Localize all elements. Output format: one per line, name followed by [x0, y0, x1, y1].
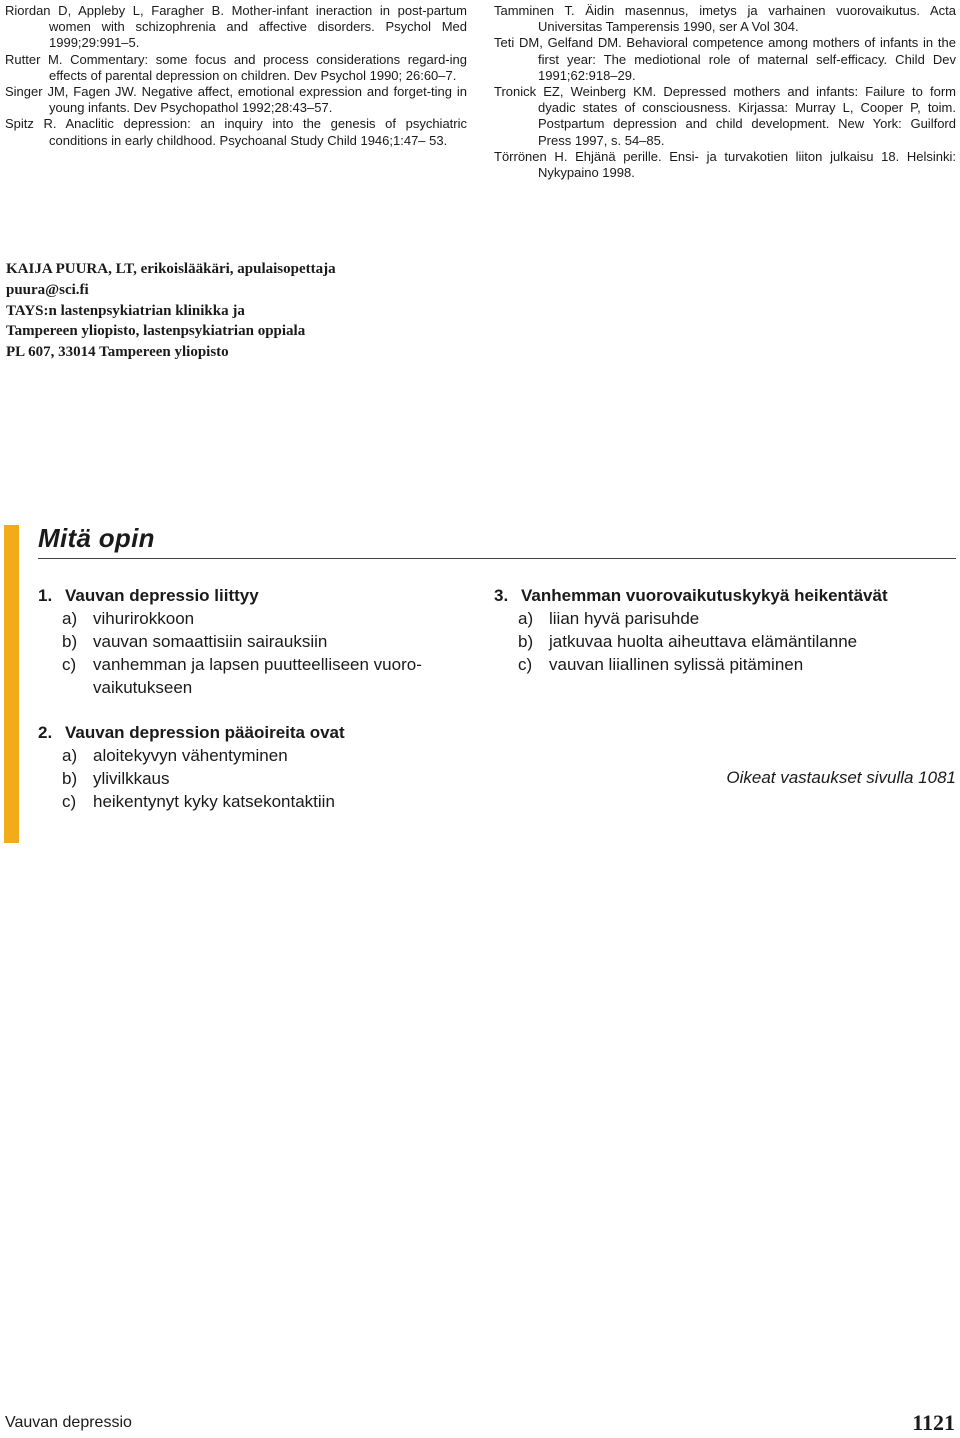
- option-letter: a): [62, 746, 78, 765]
- option-text: vihurirokkoon: [93, 609, 195, 628]
- option-letter: c): [62, 655, 77, 674]
- footer-section-title: Vauvan depressio: [5, 1414, 132, 1431]
- reference-item: Törrönen H. Ehjänä perille. Ensi- ja turvakotien liiton julkaisu 18. Helsinki: Nykypaino 1998.: [494, 148, 956, 181]
- option-text: vauvan liiallinen sylissä pitäminen: [549, 655, 804, 674]
- author-name: KAIJA PUURA, LT, erikoislääkäri, apulaisopettaja: [6, 261, 336, 277]
- question-number: 3.: [494, 586, 509, 605]
- answers-page-note: Oikeat vastaukset sivulla 1081: [726, 768, 956, 787]
- question-number: 1.: [38, 586, 53, 605]
- question-title: [38, 721, 458, 744]
- quiz-question-2: [38, 721, 458, 813]
- quiz-question-1: [38, 584, 458, 699]
- author-info: [6, 259, 606, 363]
- quiz-accent-bar: [4, 525, 19, 843]
- option-text: aloitekyvyn vähentyminen: [93, 746, 288, 765]
- quiz-question-3: [494, 584, 956, 676]
- option-text: liian hyvä parisuhde: [549, 609, 700, 628]
- answer-option: [38, 790, 458, 813]
- reference-item: Tamminen T. Äidin masennus, imetys ja varhainen vuorovaikutus. Acta Universitas Tamperensis 1990, ser A Vol 304.: [494, 3, 956, 35]
- author-affiliation: Tampereen yliopisto, lastenpsykiatrian oppiala: [6, 323, 306, 340]
- references-right-column: [494, 0, 956, 181]
- reference-item: Teti DM, Gelfand DM. Behavioral competence among mothers of infants in the first year: The mediotional role of maternal self-efficacy. Child Dev 1991;62:918–29.: [494, 35, 956, 83]
- option-letter: c): [62, 792, 77, 811]
- option-letter: b): [62, 769, 78, 788]
- reference-item: Rutter M. Commentary: some focus and process considerations regard-ing effects of parental depression on children. Dev Psychol 1990; 26:60–7.: [5, 51, 467, 83]
- answer-option: [38, 630, 458, 653]
- option-text: heikentynyt kyky katsekontaktiin: [93, 792, 335, 811]
- quiz-divider: [38, 558, 956, 559]
- reference-item: Singer JM, Fagen JW. Negative affect, emotional expression and forget-ting in young infants. Dev Psychopathol 1992;28:43–57.: [5, 84, 467, 116]
- answer-option: [38, 744, 458, 767]
- option-text: jatkuvaa huolta aiheuttava elämäntilanne: [549, 632, 858, 651]
- option-text: vauvan somaattisiin sairauksiin: [93, 632, 328, 651]
- question-text: Vanhemman vuorovaikutuskykyä heikentävät: [521, 586, 888, 605]
- option-letter: c): [518, 655, 533, 674]
- author-email: puura@sci.fi: [6, 281, 89, 298]
- author-affiliation: TAYS:n lastenpsykiatrian klinikka ja: [6, 302, 245, 319]
- question-text: Vauvan depression pääoireita ovat: [65, 723, 345, 742]
- references-left-column: [5, 0, 467, 149]
- answer-option: [494, 607, 956, 630]
- answer-option: [38, 767, 458, 790]
- author-address: PL 607, 33014 Tampereen yliopisto: [6, 344, 229, 361]
- option-text: ylivilkkaus: [93, 769, 170, 788]
- answer-option: [494, 630, 956, 653]
- option-letter: a): [62, 609, 78, 628]
- option-text: vanhemman ja lapsen puutteelliseen vuoro-vaikutukseen: [93, 655, 422, 697]
- question-title: [494, 584, 956, 607]
- question-number: 2.: [38, 723, 53, 742]
- answer-option: [38, 653, 458, 699]
- question-text: Vauvan depressio liittyy: [65, 586, 259, 605]
- reference-item: Spitz R. Anaclitic depression: an inquiry into the genesis of psychiatric conditions in early childhood. Psychoanal Study Child 1946;1:47– 53.: [5, 116, 467, 148]
- answer-option: [494, 653, 956, 676]
- answer-option: [38, 607, 458, 630]
- option-letter: a): [518, 609, 534, 628]
- option-letter: b): [62, 632, 78, 651]
- reference-item: Riordan D, Appleby L, Faragher B. Mother-infant ineraction in post-partum women with schizophrenia and affective disorders. Psychol Med 1999;29:991–5.: [5, 3, 467, 51]
- question-title: [38, 584, 458, 607]
- page-number: 1121: [912, 1410, 955, 1435]
- reference-item: Tronick EZ, Weinberg KM. Depressed mothers and infants: Failure to form dyadic states of consciousness. Kirjassa: Murray L, Cooper P, toim. Postpartum depression and child development. New York: Guilford Press 1997, s. 54–85.: [494, 84, 956, 148]
- option-letter: b): [518, 632, 534, 651]
- quiz-title: Mitä opin: [38, 523, 155, 553]
